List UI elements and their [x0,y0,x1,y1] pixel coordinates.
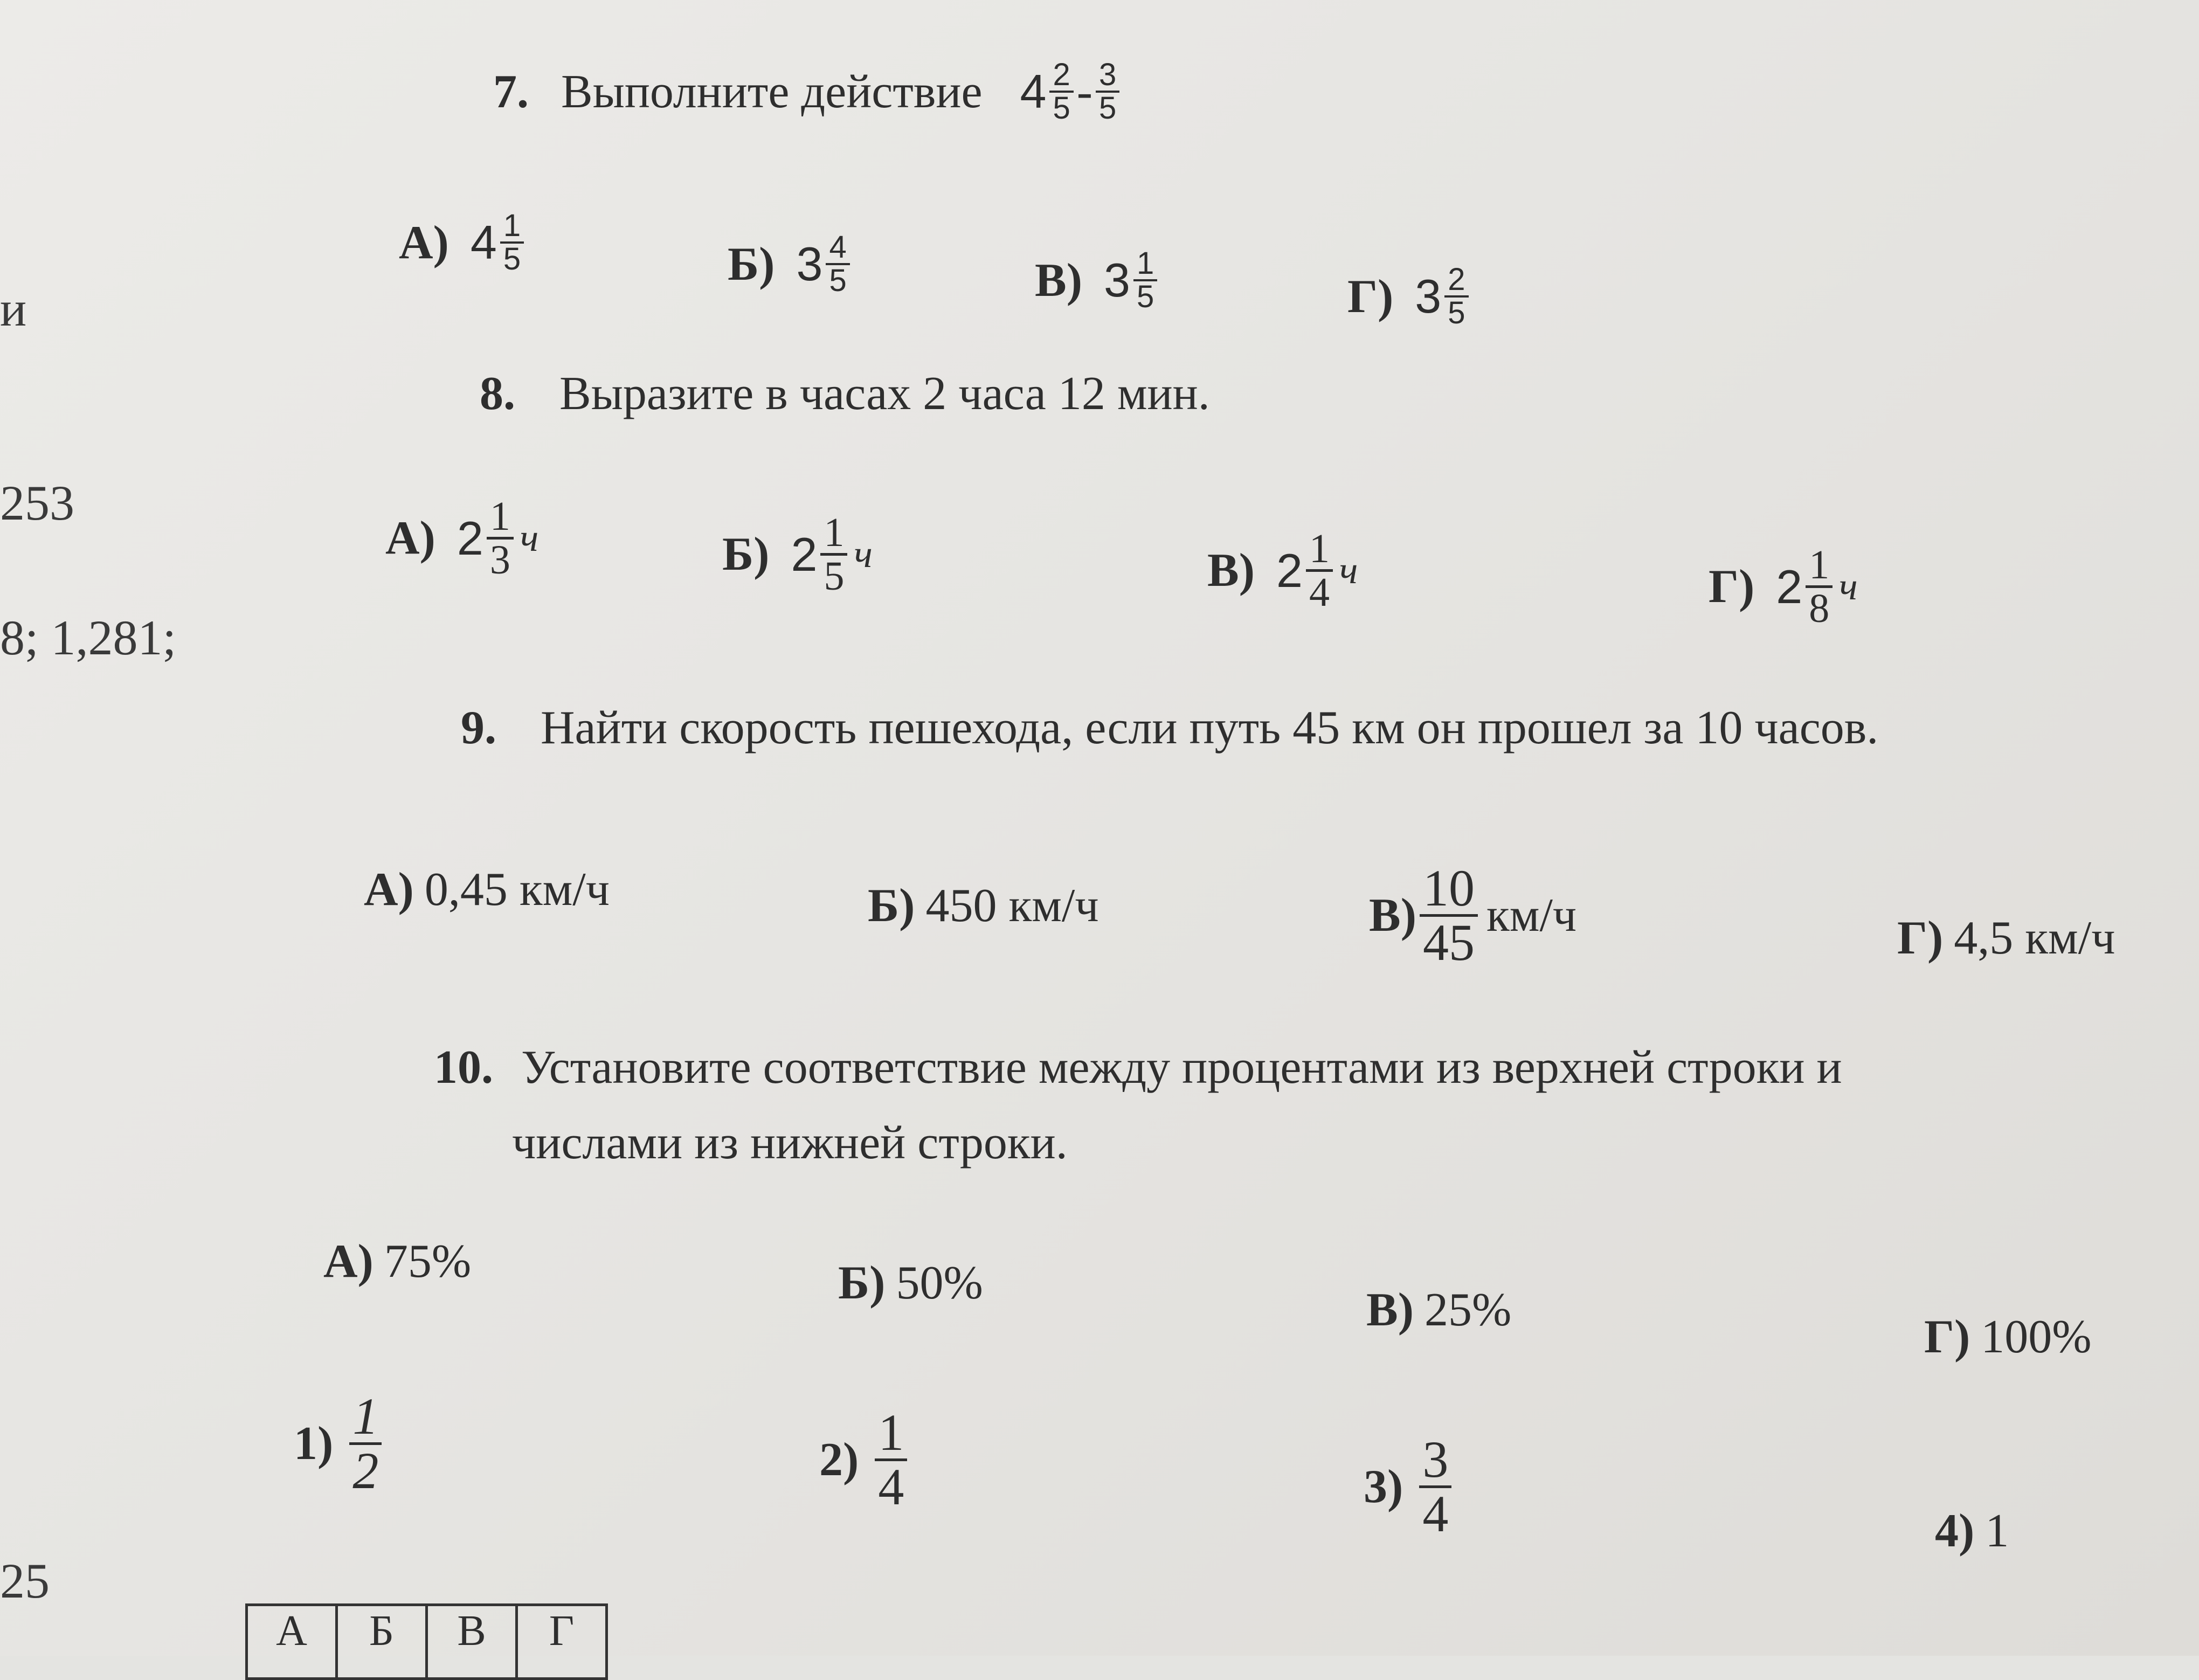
margin-fragment: и [0,281,27,336]
option-d[interactable] [1347,264,1472,329]
answer-table-header-row [247,1605,607,1679]
option-b[interactable] [728,232,853,296]
answer-table-header: В [427,1605,517,1679]
denominator: 5 [1099,91,1117,126]
option-value: 100% [1981,1311,2092,1363]
fraction [349,1387,382,1499]
denominator: 45 [1423,914,1475,971]
question-number: 7. [493,65,529,118]
option-whole: 2 [1776,559,1803,613]
match-number-1[interactable] [294,1387,385,1499]
unit-label: км/ч [1486,889,1577,942]
unit-label: ч [1839,565,1858,608]
option-b[interactable] [838,1256,983,1310]
denominator: 5 [1448,295,1465,330]
option-a[interactable] [364,862,610,917]
option-value: 50% [896,1257,983,1309]
option-label: Г) [1924,1311,1970,1363]
option-c[interactable] [1207,528,1358,613]
option-label: В) [1369,889,1416,942]
question-8 [480,367,1210,421]
numerator: 2 [1444,264,1468,298]
numerator: 1 [820,512,847,556]
option-label: 1) [294,1418,334,1470]
option-label: Г) [1709,561,1755,613]
numerator: 2 [1049,59,1073,93]
numerator: 1 [1806,544,1832,588]
option-whole: 3 [1104,253,1130,307]
match-number-3[interactable] [1364,1430,1455,1543]
denominator: 4 [1309,570,1330,615]
question-text-line2: числами из нижней строки. [512,1117,1068,1169]
numerator: 1 [1306,528,1333,572]
answer-table-header: А [247,1605,337,1679]
option-label: Б) [868,880,915,932]
fraction [1306,528,1333,613]
option-label: Г) [1897,912,1944,964]
option-whole: 3 [796,237,823,291]
match-number-4[interactable] [1935,1504,2009,1558]
option-c[interactable] [1369,859,1577,971]
match-number-2[interactable] [819,1404,910,1516]
denominator: 8 [1809,586,1830,631]
option-label: 3) [1364,1461,1403,1513]
numerator: 1 [349,1391,382,1445]
fraction [1444,264,1468,329]
fraction [487,494,514,583]
option-a[interactable] [323,1234,471,1289]
numerator: 1 [487,496,514,540]
option-b[interactable] [868,879,1099,933]
denominator: 5 [829,263,847,298]
option-label: В) [1207,544,1255,597]
fraction [1419,1430,1451,1543]
option-label: Б) [838,1257,886,1309]
fraction [500,210,524,275]
answer-table-header: Г [517,1605,607,1679]
option-a[interactable] [399,210,527,275]
fraction [820,512,847,597]
expr-whole: 4 [1020,65,1047,118]
answer-table-header: Б [337,1605,427,1679]
option-label: А) [364,863,414,916]
question-number: 10. [434,1041,493,1094]
option-whole: 4 [470,216,497,269]
unit-label: ч [854,533,873,576]
option-whole: 2 [1276,543,1303,597]
denominator: 5 [1053,91,1070,126]
numerator: 1 [500,210,524,244]
option-whole: 2 [457,511,483,565]
question-7 [493,59,1123,124]
fraction [1096,59,1119,124]
denominator: 5 [503,241,521,276]
option-label: А) [399,216,449,269]
option-label: 2) [819,1434,859,1486]
option-label: А) [323,1235,374,1288]
option-a[interactable] [385,494,539,583]
option-value: 75% [384,1235,472,1288]
numerator: 3 [1096,59,1119,93]
question-text-line1: Установите соответствие между процентами из верхней строки и [521,1041,1842,1094]
margin-fragment: 25 [0,1553,50,1608]
question-number: 9. [461,702,496,754]
option-whole: 3 [1415,269,1442,323]
numerator: 4 [826,232,849,265]
margin-fragment: 8; 1,281; [0,610,177,665]
expression [1020,59,1123,124]
option-value: 0,45 км/ч [424,863,610,916]
option-value: 25% [1424,1284,1512,1336]
fraction [1133,248,1157,313]
operator: - [1076,65,1093,118]
numerator: 1 [875,1407,907,1461]
question-text: Выразите в часах 2 часа 12 мин. [559,368,1210,420]
unit-label: ч [520,516,539,559]
denominator: 4 [878,1458,904,1516]
fraction [1420,859,1478,971]
numerator: 1 [1133,248,1157,281]
fraction [1049,59,1073,124]
option-label: Г) [1347,270,1394,323]
fraction [875,1404,907,1516]
option-d[interactable] [1924,1310,2092,1364]
unit-label: ч [1339,549,1358,592]
answer-table [245,1603,608,1680]
question-text: Найти скорость пешехода, если путь 45 км он прошел за 10 часов. [541,702,1879,754]
option-c[interactable] [1035,248,1160,313]
numerator: 3 [1419,1434,1451,1488]
fraction [826,232,849,296]
numerator: 10 [1420,862,1478,917]
option-label: Б) [722,528,770,580]
option-d[interactable] [1709,544,1858,629]
option-value: 1 [1985,1505,2009,1557]
question-number: 8. [480,368,515,420]
option-b[interactable] [722,512,873,597]
fraction [1806,544,1832,629]
option-d[interactable] [1897,911,2115,965]
question-10 [434,1040,1842,1095]
option-label: В) [1035,254,1082,307]
option-label: 4) [1935,1505,1975,1557]
option-label: Б) [728,238,775,291]
question-text: Выполните действие [561,65,983,118]
margin-fragment: 253 [0,475,74,530]
option-value: 450 км/ч [925,880,1099,932]
option-c[interactable] [1366,1283,1511,1337]
denominator: 3 [489,537,510,583]
option-whole: 2 [791,527,818,581]
question-9 [461,701,1878,755]
denominator: 4 [1422,1485,1449,1543]
option-value: 4,5 км/ч [1954,912,2115,964]
denominator: 5 [1136,279,1154,314]
option-label: А) [385,512,435,564]
denominator: 5 [824,554,845,599]
option-label: В) [1366,1284,1414,1336]
denominator: 2 [352,1442,379,1499]
